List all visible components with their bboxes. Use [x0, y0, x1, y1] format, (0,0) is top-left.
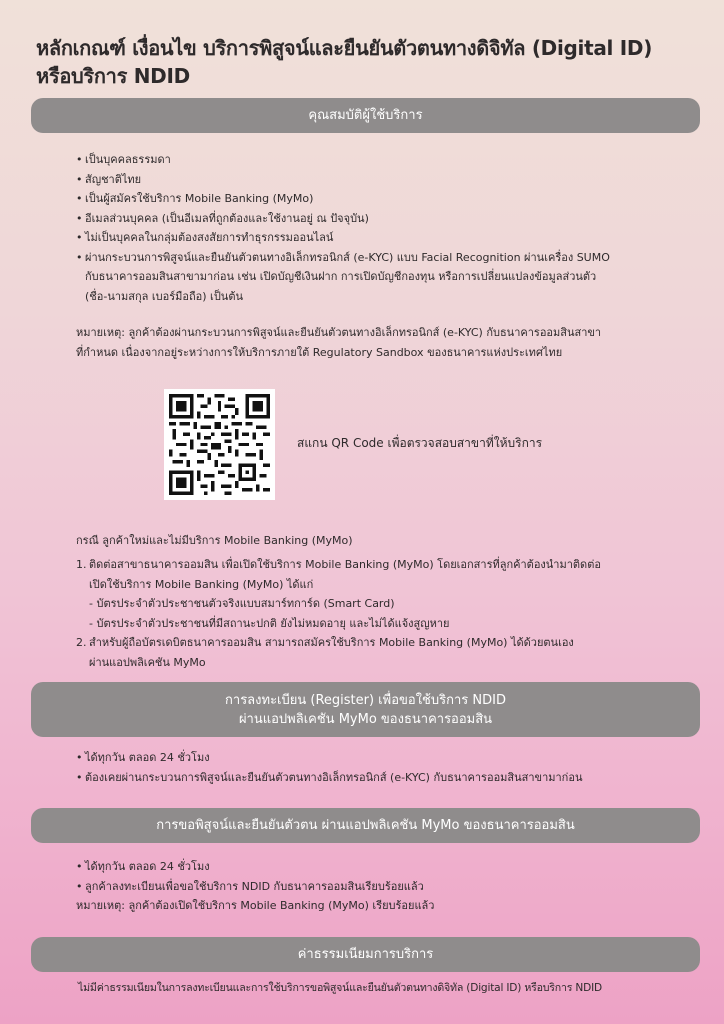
note-line2: ที่กำหนด เนื่องจากอยู่ระหว่างการให้บริการภายใต้ Regulatory Sandbox ของธนาคารแห่งประเทศไทย: [76, 345, 563, 359]
section-header-label: คุณสมบัติผู้ใช้บริการ: [308, 108, 423, 123]
step-line1: ติดต่อสาขาธนาคารออมสิน เพื่อเปิดใช้บริการ Mobile Banking (MyMo) โดยเอกสารที่ลูกค้าต้องนำมาติดต่อ: [89, 558, 601, 571]
list-item: • เป็นบุคคลธรรมดา: [76, 150, 706, 170]
ekyc-line2: กับธนาคารออมสินสาขามาก่อน เช่น เปิดบัญชีเงินฝาก การเปิดบัญชีกองทุน หรือการเปลี่ยนแปลงข้อมูลส่วนตัว: [85, 270, 597, 283]
list-item: • ไม่เป็นบุคคลในกลุ่มต้องสงสัยการทำธุรกรรมออนไลน์: [76, 228, 706, 248]
section-header-fees: [31, 937, 700, 972]
list-item: • อีเมลส่วนบุคคล (เป็นอีเมลที่ถูกต้องและใช้งานอยู่ ณ ปัจจุบัน): [76, 209, 706, 229]
step-number: 1.: [76, 558, 87, 571]
section-header-label: ค่าธรรมเนียมการบริการ: [297, 947, 434, 962]
qr-code-graphic: [169, 394, 270, 495]
qualifications-note: [76, 323, 696, 362]
section-header-qualifications: [31, 98, 700, 133]
step-sub-item: - บัตรประจำตัวประชาชนที่มีสถานะปกติ ยังไม่หมดอายุ และไม่ได้แจ้งสูญหาย: [89, 616, 450, 630]
step-item: [76, 633, 706, 672]
list-item: • ลูกค้าลงทะเบียนเพื่อขอใช้บริการ NDID กับธนาคารออมสินเรียบร้อยแล้ว: [76, 877, 716, 897]
new-customer-steps: [76, 555, 706, 672]
page-title-line1: หลักเกณฑ์ เงื่อนไข บริการพิสูจน์และยืนยันตัวตนทางดิจิทัล (Digital ID): [36, 36, 653, 60]
page-title: [36, 34, 706, 90]
step-sub-item: - บัตรประจำตัวประชาชนตัวจริงแบบสมาร์ทการ์ด (Smart Card): [89, 597, 395, 610]
step-number: 2.: [76, 636, 87, 649]
step-line1: สำหรับผู้ถือบัตรเดบิตธนาคารออมสิน สามารถสมัครใช้บริการ Mobile Banking (MyMo) ได้ด้วยตนเอง: [89, 636, 574, 649]
verify-note: หมายเหตุ: ลูกค้าต้องเปิดใช้บริการ Mobile Banking (MyMo) เรียบร้อยแล้ว: [76, 899, 435, 912]
step-line2: เปิดใช้บริการ Mobile Banking (MyMo) ได้แก่: [89, 577, 314, 591]
page-title-line2: หรือบริการ NDID: [36, 64, 190, 88]
section-header-register: [31, 682, 700, 737]
list-item: • เป็นผู้สมัครใช้บริการ Mobile Banking (MyMo): [76, 189, 706, 209]
new-customer-title: กรณี ลูกค้าใหม่และไม่มีบริการ Mobile Banking (MyMo): [76, 534, 353, 547]
ekyc-line3: (ชื่อ-นามสกุล เบอร์มือถือ) เป็นต้น: [85, 289, 243, 303]
section-header-label: การขอพิสูจน์และยืนยันตัวตน ผ่านแอปพลิเคชัน MyMo ของธนาคารออมสิน: [156, 818, 575, 833]
qr-code-icon[interactable]: [164, 389, 275, 500]
section-header-line1: การลงทะเบียน (Register) เพื่อขอใช้บริการ NDID: [225, 692, 506, 708]
fees-text: ไม่มีค่าธรรมเนียมในการลงทะเบียนและการใช้บริการขอพิสูจน์และยืนยันตัวตนทางดิจิทัล (Digital ID) หรือบริการ NDID: [78, 982, 602, 994]
step-item: [76, 555, 706, 633]
ekyc-line1: • ผ่านกระบวนการพิสูจน์และยืนยันตัวตนทางอิเล็กทรอนิกส์ (e-KYC) แบบ Facial Recognition ผ่านเครื่อง SUMO: [85, 250, 610, 264]
qualifications-list: [76, 150, 706, 306]
list-item: • สัญชาติไทย: [76, 170, 706, 190]
register-list: [76, 748, 716, 787]
step-line2: ผ่านแอปพลิเคชัน MyMo: [89, 655, 206, 669]
verify-list: [76, 857, 716, 896]
list-item: • ต้องเคยผ่านกระบวนการพิสูจน์และยืนยันตัวตนทางอิเล็กทรอนิกส์ (e-KYC) กับธนาคารออมสินสาขามาก่อน: [76, 768, 716, 788]
section-header-line2: ผ่านแอปพลิเคชัน MyMo ของธนาคารออมสิน: [238, 711, 493, 727]
qr-caption: สแกน QR Code เพื่อตรวจสอบสาขาที่ให้บริการ: [297, 436, 543, 450]
section-header-verify: [31, 808, 700, 843]
note-line1: หมายเหตุ: ลูกค้าต้องผ่านกระบวนการพิสูจน์และยืนยันตัวตนทางอิเล็กทรอนิกส์ (e-KYC) กับธนาคารออมสินสาขา: [76, 326, 602, 339]
list-item: • ได้ทุกวัน ตลอด 24 ชั่วโมง: [76, 857, 716, 877]
list-item: • ได้ทุกวัน ตลอด 24 ชั่วโมง: [76, 748, 716, 768]
list-item-ekyc: [76, 248, 706, 307]
